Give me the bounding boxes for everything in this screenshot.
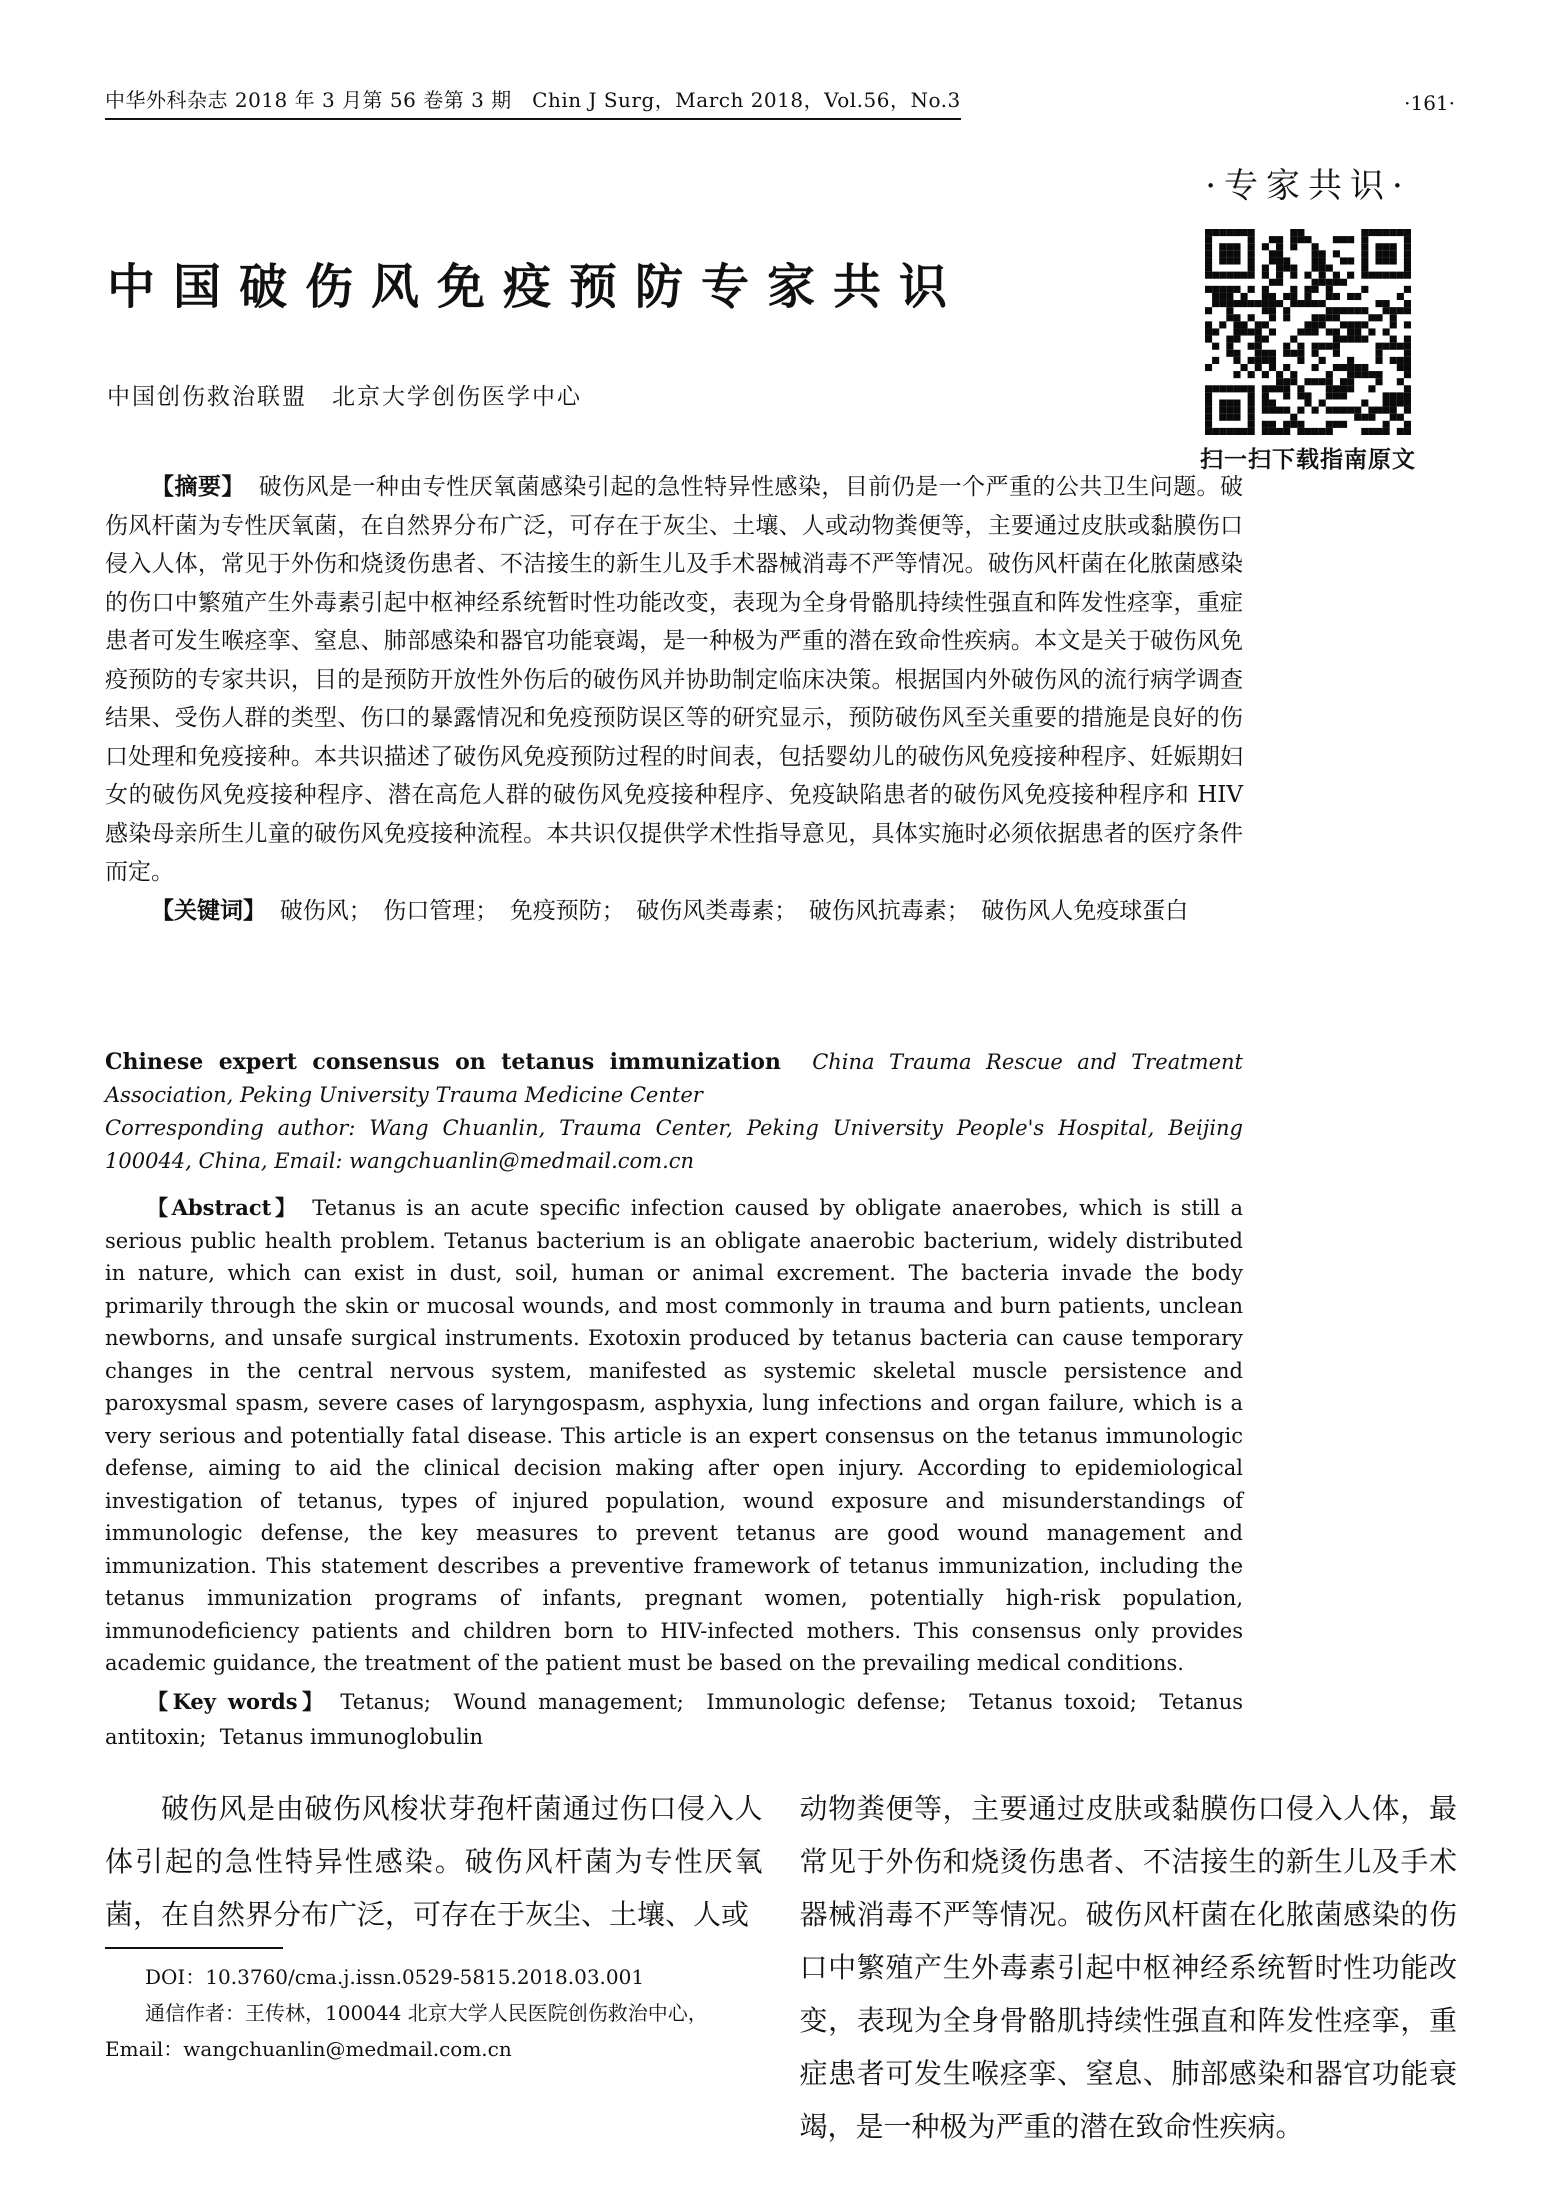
section-label: ·专家共识·	[1205, 166, 1411, 206]
body-left-column	[105, 1782, 763, 2153]
article-authors: 中国创伤救治联盟 北京大学创伤医学中心	[107, 384, 582, 410]
abstract-en-text: Tetanus is an acute specific infection caused by obligate anaerobes, which is still a serious public health problem. Tetanus bacterium is an obligate anaerobic bacterium, widely distributed in nature, which can exist in dust, soil, human or animal excrement. The bacteria invade the body primarily through the skin or mucosal wounds, and most commonly in trauma and burn patients, unclean newborns, and unsafe surgical instruments. Exotoxin produced by tetanus bacteria can cause temporary changes in the central nervous system, manifested as systemic skeletal muscle persistence and paroxysmal spasm, severe cases of laryngospasm, asphyxia, lung infections and organ failure, which is a very serious and potentially fatal disease. This article is an expert consensus on the tetanus immunologic defense, aiming to aid the clinical decision making after open injury. According to epidemiological investigation of tetanus, types of injured population, wound exposure and misunderstandings of immunologic defense, the key measures to prevent tetanus are good wound management and immunization. This statement describes a preventive framework of tetanus immunization, including the tetanus immunization programs of infants, pregnant women, potentially high-risk population, immunodeficiency patients and children born to HIV-infected mothers. This consensus only provides academic guidance, the treatment of the patient must be based on the prevailing medical conditions.	[105, 1196, 1243, 1675]
footnote-correspondence: 通信作者：王传林，100044 北京大学人民医院创伤救治中心，Email：wangchuanlin@medmail.com.cn	[105, 2001, 708, 2061]
page-header	[105, 84, 1455, 120]
abstract-en	[105, 1192, 1243, 1680]
keywords-cn-text: 破伤风； 伤口管理； 免疫预防； 破伤风类毒素； 破伤风抗毒素； 破伤风人免疫球蛋白	[279, 897, 1189, 924]
abstract-cn	[105, 468, 1243, 892]
footnote-doi: DOI：10.3760/cma.j.issn.0529-5815.2018.03.001	[145, 1965, 645, 1989]
article-title: 中国破伤风免疫预防专家共识	[107, 259, 966, 315]
abstract-cn-text: 破伤风是一种由专性厌氧菌感染引起的急性特异性感染，目前仍是一个严重的公共卫生问题。破伤风杆菌为专性厌氧菌，在自然界分布广泛，可存在于灰尘、土壤、人或动物粪便等，主要通过皮肤或黏膜伤口侵入人体，常见于外伤和烧烫伤患者、不洁接生的新生儿及手术器械消毒不严等情况。破伤风杆菌在化脓菌感染的伤口中繁殖产生外毒素引起中枢神经系统暂时性功能改变，表现为全身骨骼肌持续性强直和阵发性痉挛，重症患者可发生喉痉挛、窒息、肺部感染和器官功能衰竭，是一种极为严重的潜在致命性疾病。本文是关于破伤风免疫预防的专家共识，目的是预防开放性外伤后的破伤风并协助制定临床决策。根据国内外破伤风的流行病学调查结果、受伤人群的类型、伤口的暴露情况和免疫预防误区等的研究显示，预防破伤风至关重要的措施是良好的伤口处理和免疫接种。本共识描述了破伤风免疫预防过程的时间表，包括婴幼儿的破伤风免疫接种程序、妊娠期妇女的破伤风免疫接种程序、潜在高危人群的破伤风免疫接种程序、免疫缺陷患者的破伤风免疫接种程序和 HIV 感染母亲所生儿童的破伤风免疫接种流程。本共识仅提供学术性指导意见，具体实施时必须依据患者的医疗条件而定。	[105, 474, 1244, 885]
keywords-en	[105, 1684, 1243, 1755]
body-right-column	[800, 1782, 1458, 2153]
keywords-cn-label: 【关键词】	[151, 896, 266, 924]
chinese-abstract-block	[105, 468, 1243, 930]
body-left-paragraph: 破伤风是由破伤风梭状芽孢杆菌通过伤口侵入人体引起的急性特异性感染。破伤风杆菌为专性厌氧菌，在自然界分布广泛，可存在于灰尘、土壤、人或	[105, 1792, 763, 1931]
abstract-cn-label: 【摘要】	[151, 473, 245, 500]
body-columns	[105, 1782, 1457, 2153]
qr-caption: 扫一扫下载指南原文	[1200, 447, 1416, 473]
body-right-paragraph: 动物粪便等，主要通过皮肤或黏膜伤口侵入人体，最常见于外伤和烧烫伤患者、不洁接生的新生儿及手术器械消毒不严等情况。破伤风杆菌在化脓菌感染的伤口中繁殖产生外毒素引起中枢神经系统暂时性功能改变，表现为全身骨骼肌持续性强直和阵发性痉挛，重症患者可发生喉痉挛、窒息、肺部感染和器官功能衰竭，是一种极为严重的潜在致命性疾病。	[799, 1792, 1457, 2143]
page-number: ·161·	[1404, 91, 1455, 115]
footnote-block	[105, 1947, 763, 2067]
keywords-en-text: Tetanus; Wound management; Immunologic defense; Tetanus toxoid; Tetanus antitoxin; Tetanus immunoglobulin	[105, 1689, 1243, 1749]
abstract-en-label: 【Abstract】	[147, 1195, 300, 1220]
qr-code-image	[1205, 229, 1411, 435]
qr-code	[1205, 229, 1411, 435]
keywords-cn	[105, 892, 1243, 931]
expert-consensus-block	[1158, 158, 1458, 474]
journal-info: 中华外科杂志 2018 年 3 月第 56 卷第 3 期 Chin J Surg，March 2018，Vol.56，No.3	[105, 84, 961, 120]
footnote-rule	[105, 1947, 283, 1949]
english-byline	[105, 1046, 1243, 1112]
english-correspondence: Corresponding author: Wang Chuanlin, Trauma Center, Peking University People's Hospital, Beijing 100044, China, Email: wangchuanlin@medmail.com.cn	[105, 1116, 1243, 1173]
english-title: Chinese expert consensus on tetanus immunization	[105, 1049, 781, 1075]
english-affiliation: China Trauma Rescue and Treatment Association, Peking University Trauma Medicine Center	[105, 1050, 1243, 1107]
keywords-en-label: 【Key words】	[147, 1688, 328, 1714]
english-block	[105, 1046, 1243, 1755]
